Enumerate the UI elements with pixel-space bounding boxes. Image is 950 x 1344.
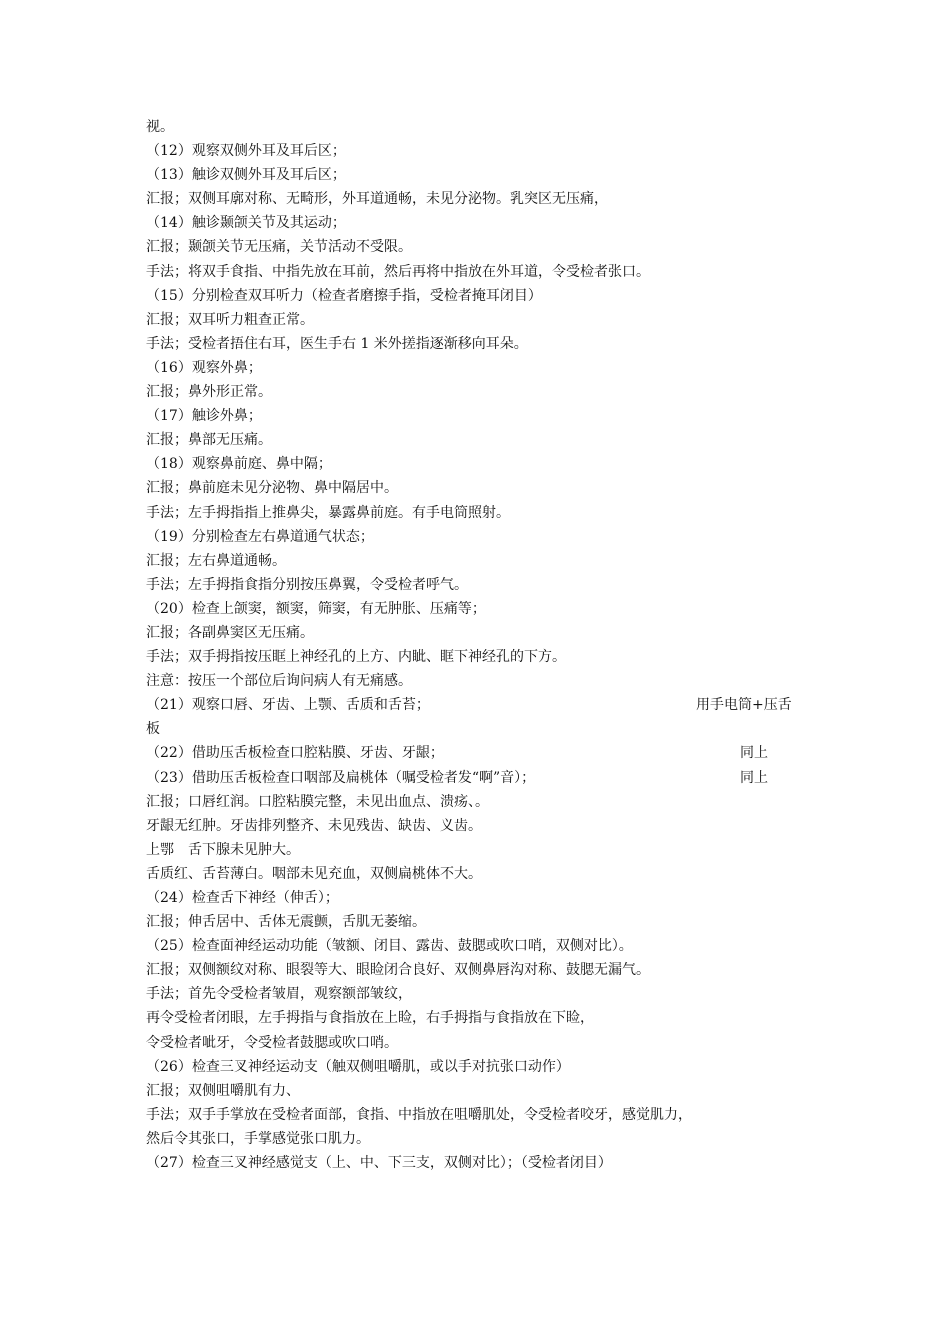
text-line: （15）分别检查双耳听力（检查者磨擦手指，受检者掩耳闭目）	[146, 287, 542, 304]
side-note: 用手电筒+压舌	[696, 697, 792, 714]
text-line: （19）分别检查左右鼻道通气状态；	[146, 528, 374, 545]
text-line	[146, 693, 826, 717]
text-line: （14）触诊颞颌关节及其运动；	[146, 215, 346, 232]
text-line: 汇报；双侧咀嚼肌有力、	[146, 1082, 300, 1099]
text-line: （27）检查三叉神经感觉支（上、中、下三支，双侧对比）；（受检者闭目）	[146, 1155, 612, 1172]
text-line: 汇报；颞颌关节无压痛，关节活动不受限。	[146, 239, 412, 256]
text-line: （25）检查面神经运动功能（皱额、闭目、露齿、鼓腮或吹口哨，双侧对比）。	[146, 938, 633, 955]
text-line: 手法；将双手食指、中指先放在耳前，然后再将中指放在外耳道，令受检者张口。	[146, 263, 650, 280]
text-line: 汇报；双侧额纹对称、眼裂等大、眼睑闭合良好、双侧鼻唇沟对称、鼓腮无漏气。	[146, 962, 650, 979]
text-line: 汇报；鼻前庭未见分泌物、鼻中隔居中。	[146, 480, 398, 497]
text-line: 手法；首先令受检者皱眉，观察额部皱纹，	[146, 986, 412, 1003]
text-line: （17）触诊外鼻；	[146, 408, 262, 425]
text-main: （22）借助压舌板检查口腔粘膜、牙齿、牙龈；	[146, 745, 444, 762]
document-page	[146, 115, 826, 1175]
text-line: 汇报；口唇红润。口腔粘膜完整，未见出血点、溃疡、。	[146, 793, 489, 810]
text-line: 汇报；鼻部无压痛。	[146, 432, 272, 449]
text-line: 上鄂 舌下腺未见肿大。	[146, 841, 300, 858]
text-line: 再令受检者闭眼，左手拇指与食指放在上睑，右手拇指与食指放在下睑，	[146, 1010, 594, 1027]
text-line: （16）观察外鼻；	[146, 359, 262, 376]
text-line: 牙龈无红肿。牙齿排列整齐、未见残齿、缺齿、义齿。	[146, 817, 482, 834]
text-line	[146, 766, 826, 790]
text-line: 注意：按压一个部位后询问病人有无痛感。	[146, 673, 412, 690]
text-line: （24）检查舌下神经（伸舌）；	[146, 890, 339, 906]
text-line: 手法；双手手掌放在受检者面部，食指、中指放在咀嚼肌处，令受检者咬牙，感觉肌力，	[146, 1106, 692, 1123]
side-note: 同上	[740, 745, 768, 762]
text-line: 令受检者呲牙，令受检者鼓腮或吹口哨。	[146, 1034, 398, 1051]
text-line: 然后令其张口，手掌感觉张口肌力。	[146, 1130, 370, 1147]
side-note: 同上	[740, 769, 768, 786]
text-line: 汇报；双耳听力粗查正常。	[146, 311, 314, 328]
text-line: 手法；受检者捂住右耳，医生手右 1 米外搓指逐渐移向耳朵。	[146, 335, 528, 352]
text-line: 手法；左手拇指指上推鼻尖，暴露鼻前庭。有手电筒照射。	[146, 504, 510, 521]
text-line: 汇报；各副鼻窦区无压痛。	[146, 624, 314, 641]
text-line: 视。	[146, 119, 174, 135]
text-line: 汇报；双侧耳廓对称、无畸形，外耳道通畅，未见分泌物。乳突区无压痛，	[146, 191, 608, 208]
text-line: 手法；双手拇指按压眶上神经孔的上方、内眦、眶下神经孔的下方。	[146, 649, 566, 666]
text-main: （23）借助压舌板检查口咽部及扁桃体（嘱受检者发“啊”音）；	[146, 769, 536, 786]
text-main: （21）观察口唇、牙齿、上颚、舌质和舌苔；	[146, 697, 430, 714]
text-line: 汇报；鼻外形正常。	[146, 384, 272, 401]
text-line: 板	[146, 721, 160, 738]
text-line: 手法；左手拇指食指分别按压鼻翼，令受检者呼气。	[146, 576, 468, 593]
text-line: （26）检查三叉神经运动支（触双侧咀嚼肌，或以手对抗张口动作）	[146, 1058, 570, 1075]
text-line: 汇报；左右鼻道通畅。	[146, 552, 286, 569]
text-line: （18）观察鼻前庭、鼻中隔；	[146, 456, 332, 473]
text-line: （13）触诊双侧外耳及耳后区；	[146, 167, 346, 184]
text-line	[146, 741, 826, 765]
text-line: （12）观察双侧外耳及耳后区；	[146, 143, 346, 160]
text-line: 汇报；伸舌居中、舌体无震颤，舌肌无萎缩。	[146, 914, 426, 931]
text-line: 舌质红、舌苔薄白。咽部未见充血，双侧扁桃体不大。	[146, 865, 482, 882]
text-line: （20）检查上颌窦，额窦，筛窦，有无肿胀、压痛等；	[146, 600, 486, 617]
